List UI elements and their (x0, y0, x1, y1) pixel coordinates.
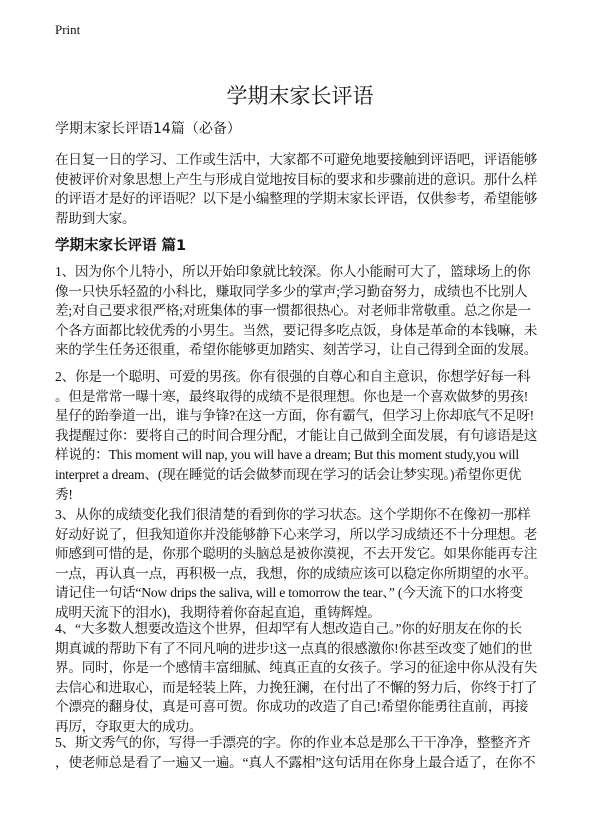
text-line: 个各方面都比较优秀的小男生。当然，要记得多吃点饭，身体是革命的本钱嘛，未 (55, 322, 538, 338)
comment-paragraph-5 (55, 733, 545, 772)
text-line: 师感到可惜的是，你那个聪明的头脑总是被你漠视，不去开发它。如果你能再专注 (55, 546, 538, 562)
subtitle: 学期末家长评语14篇（必备） (55, 121, 241, 137)
text-line: 个漂亮的翻身仗，真是可喜可贺。你成功的改造了自己!希望你能勇往直前，再接 (55, 699, 529, 715)
text-line: 1、因为你个儿特小，所以开始印象就比较深。你人小能耐可大了，篮球场上的你 (55, 264, 531, 279)
text-line: 4、“大多数人想要改造这个世界，但却罕有人想改造自己。”你的好朋友在你的长 (55, 621, 522, 636)
text-line: 请记住一句话“Now drips the saliva, will e tomorrow the tear、” (今天流下的口水将变 (55, 585, 523, 601)
text-line: 秀! (55, 486, 73, 502)
comment-paragraph-1 (55, 262, 545, 360)
text-line: 来的学生任务还很重，希望你能够更加踏实、刻苦学习，让自己得到全面的发展。 (55, 342, 538, 358)
text-line: 帮助到大家。 (55, 210, 136, 226)
text-line: 好动好说了，但我知道你并没能够静下心来学习，所以学习成绩还不十分理想。老 (55, 526, 538, 542)
text-line: 星仔的跆拳道一出，谁与争锋?在这一方面，你有霸气，但学习上你却底气不足呀! (55, 408, 534, 424)
text-line: 一点，再认真一点，再积极一点，我想，你的成绩应该可以稳定你所期望的水平。 (55, 565, 538, 581)
text-line: 使被评价对象思想上产生与形成自觉地按目标的要求和步骤前进的意识。那什么样 (55, 171, 538, 187)
text-line: 样说的：This moment will nap, you will have a dream; But this moment study,you will (55, 447, 519, 463)
print-label: Print (55, 22, 81, 37)
text-line: ，使老师总是看了一遍又一遍。“真人不露相”这句话用在你身上最合适了，在你不 (55, 754, 536, 770)
text-line: 成明天流下的泪水)，我期待着你奋起直追，重铸辉煌。 (55, 604, 381, 620)
page-title: 学期末家长评语 (226, 84, 374, 108)
comment-paragraph-4 (55, 619, 545, 737)
text-line: 3、从你的成绩变化我们很清楚的看到你的学习状态。这个学期你不在像初一那样 (55, 507, 531, 522)
text-line: 界。同时，你是一个感情丰富细腻、纯真正直的女孩子。学习的征途中你从没有失 (55, 660, 538, 676)
comment-paragraph-3 (55, 505, 545, 623)
text-line: 差;对自己要求很严格;对班集体的事一惯都很热心。对老师非常敬重。总之你是一 (55, 303, 531, 319)
intro-paragraph (55, 150, 545, 228)
text-line: 在日复一日的学习、工作或生活中，大家都不可避免地要接触到评语吧，评语能够 (55, 152, 538, 167)
text-line: 2、你是一个聪明、可爱的男孩。你有很强的自尊心和自主意识，你想学好每一科 (55, 369, 531, 384)
text-line: 再厉，夺取更大的成功。 (55, 718, 203, 734)
text-line: 5、斯文秀气的你，写得一手漂亮的字。你的作业本总是那么干干净净，整整齐齐 (55, 735, 531, 750)
text-line: 的评语才是好的评语呢？以下是小编整理的学期末家长评语，仅供参考，希望能够 (55, 191, 538, 207)
text-line: 期真诚的帮助下有了不同凡响的进步!这一点真的很感激你!你甚至改变了她们的世 (55, 640, 533, 656)
text-line: 我提醒过你：要将自己的时间合理分配，才能让自己做到全面发展，有句谚语是这 (55, 427, 538, 443)
text-line: 去信心和进取心，而是轻装上阵，力挽狂澜，在付出了不懈的努力后，你终于打了 (55, 679, 538, 695)
section-heading: 学期末家长评语 篇1 (55, 238, 187, 254)
text-line: 。但是常常一曝十寒，最终取得的成绩不是很理想。你也是一个喜欢做梦的男孩! (55, 388, 529, 404)
comment-paragraph-2 (55, 367, 545, 504)
text-line: 像一只快乐轻盈的小科比，赚取同学多少的掌声;学习勤奋努力，成绩也不比别人 (55, 283, 528, 299)
text-line: interpret a dream、(现在睡觉的话会做梦而现在学习的话会让梦实现。)希望你更优 (55, 466, 522, 482)
